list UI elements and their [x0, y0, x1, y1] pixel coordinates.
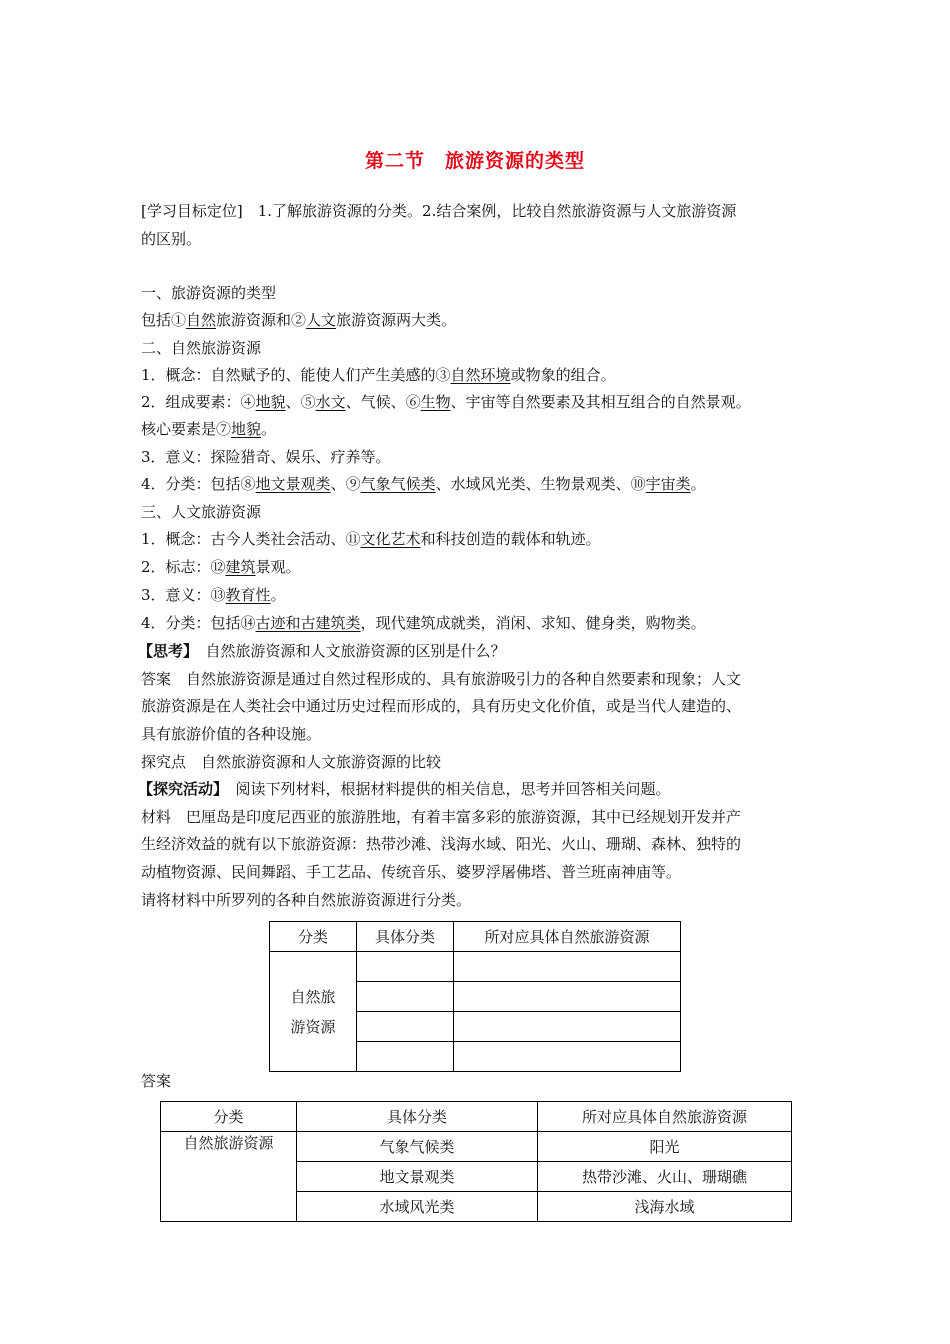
blank-cell — [357, 1012, 454, 1042]
material-line-1: 材料 巴厘岛是印度尼西亚的旅游胜地，有着丰富多彩的旅游资源，其中已经规划开发并产 — [141, 808, 742, 826]
table-row — [270, 952, 681, 982]
table-header-cell: 具体分类 — [297, 1102, 538, 1132]
think-answer-line-3: 具有旅游价值的各种设施。 — [141, 725, 322, 743]
text: 景观。 — [255, 558, 301, 576]
text: 、⑨ — [330, 475, 361, 493]
blank-answer: 生物 — [420, 393, 451, 411]
section-1-heading: 一、旅游资源的类型 — [141, 284, 277, 302]
text: 4．分类：包括⑭ — [141, 614, 256, 632]
section-2-core — [141, 419, 276, 439]
text: 4．分类：包括⑧ — [141, 475, 256, 493]
text: 旅游资源两大类。 — [336, 311, 457, 329]
text: 、水域风光类、生物景观类、⑩ — [435, 475, 646, 493]
table-header-cell: 分类 — [161, 1102, 297, 1132]
section-2-concept — [141, 365, 616, 385]
objectives-line-1 — [141, 201, 736, 221]
section-1-line — [141, 310, 456, 330]
think-answer-line-1 — [141, 669, 741, 689]
material-line-2: 生经济效益的就有以下旅游资源：热带沙滩、浅海水域、阳光、火山、珊瑚、森林、独特的 — [141, 835, 742, 853]
text: 核心要素是⑦ — [141, 420, 232, 438]
text: 1．概念：古今人类社会活动、⑪ — [141, 530, 361, 548]
text: 。 — [690, 475, 706, 493]
text: 或物象的组合。 — [510, 366, 616, 384]
section-2-heading: 二、自然旅游资源 — [141, 339, 262, 357]
think-label: 【思考】 — [138, 642, 191, 660]
row-label-line: 游资源 — [290, 1017, 336, 1036]
section-3-meaning — [141, 585, 286, 605]
blank-answer: 地貌 — [231, 420, 262, 438]
objectives-line-2: 的区别。 — [141, 230, 202, 248]
text: 、气候、⑥ — [345, 393, 421, 411]
section-3-classes — [141, 613, 706, 633]
table-cell: 气象气候类 — [297, 1132, 538, 1162]
table-header-cell: 具体分类 — [357, 922, 454, 952]
section-3-heading: 三、人文旅游资源 — [141, 503, 262, 521]
blank-cell — [357, 952, 454, 982]
blank-answer: 地文景观类 — [255, 475, 331, 493]
section-3-concept — [141, 529, 601, 549]
text: 。 — [261, 420, 277, 438]
text: 3．意义：⑬ — [141, 586, 226, 604]
text: 自然旅游资源和人文旅游资源的区别是什么？ — [190, 642, 506, 660]
section-2-elements — [141, 392, 751, 412]
table-header-row — [161, 1102, 792, 1132]
row-label-cell — [270, 952, 357, 1072]
objectives-label: [学习目标定位] — [141, 202, 243, 220]
table-row — [161, 1132, 792, 1162]
task-line: 请将材料中所罗列的各种自然旅游资源进行分类。 — [141, 891, 472, 909]
blank-answer: 地貌 — [255, 393, 286, 411]
table-header-cell: 分类 — [270, 922, 357, 952]
blank-cell — [454, 952, 681, 982]
text: 。 — [270, 586, 286, 604]
table-header-cell: 所对应具体自然旅游资源 — [454, 922, 681, 952]
blank-cell — [454, 1042, 681, 1072]
blank-answer: 自然 — [186, 311, 217, 329]
blank-answer: 宇宙类 — [645, 475, 691, 493]
table-cell: 热带沙滩、火山、珊瑚礁 — [538, 1162, 792, 1192]
table-cell: 地文景观类 — [297, 1162, 538, 1192]
table-cell: 水域风光类 — [297, 1192, 538, 1222]
table-cell: 浅海水域 — [538, 1192, 792, 1222]
answer-label: 答案 — [141, 1072, 172, 1090]
blank-answer: 水文 — [315, 393, 346, 411]
row-label-line: 自然旅 — [290, 987, 336, 1006]
answer-table — [160, 1101, 792, 1222]
text: 、宇宙等自然要素及其相互组合的自然景观。 — [450, 393, 751, 411]
blank-answer: 教育性 — [225, 586, 271, 604]
text: 、⑤ — [285, 393, 316, 411]
text: 1．概念：自然赋予的、能使人们产生美感的③ — [141, 366, 451, 384]
blank-cell — [357, 1042, 454, 1072]
blank-answer: 文化艺术 — [360, 530, 421, 548]
think-question — [138, 641, 506, 661]
blank-answer: 人文 — [306, 311, 337, 329]
objectives-text: 1.了解旅游资源的分类。2.结合案例，比较自然旅游资源与人文旅游资源 — [242, 202, 737, 220]
text: 2．标志：⑫ — [141, 558, 226, 576]
activity-label: 【探究活动】 — [138, 780, 221, 798]
blank-cell — [454, 982, 681, 1012]
text: 包括① — [141, 311, 187, 329]
explore-point: 探究点 自然旅游资源和人文旅游资源的比较 — [141, 753, 442, 771]
text: 2．组成要素：④ — [141, 393, 256, 411]
question-table — [269, 921, 681, 1072]
table-header-row — [270, 922, 681, 952]
blank-cell — [454, 1012, 681, 1042]
think-answer-line-2: 旅游资源是在人类社会中通过历史过程而形成的，具有历史文化价值，或是当代人建造的、 — [141, 697, 742, 715]
material-line-3: 动植物资源、民间舞蹈、手工艺品、传统音乐、婆罗浮屠佛塔、普兰班南神庙等。 — [141, 863, 682, 881]
table-header-cell: 所对应具体自然旅游资源 — [538, 1102, 792, 1132]
text: 阅读下列材料，根据材料提供的相关信息，思考并回答相关问题。 — [220, 780, 671, 798]
blank-answer: 自然环境 — [450, 366, 511, 384]
section-2-classes — [141, 474, 706, 494]
text: 自然旅游资源是通过自然过程形成的、具有旅游吸引力的各种自然要素和现象；人文 — [171, 670, 742, 688]
blank-answer: 建筑 — [225, 558, 256, 576]
answer-label: 答案 — [141, 670, 172, 688]
text: 旅游资源和② — [216, 311, 307, 329]
section-3-symbol — [141, 557, 301, 577]
section-2-meaning: 3．意义：探险猎奇、娱乐、疗养等。 — [141, 448, 391, 466]
blank-answer: 古迹和古建筑类 — [255, 614, 361, 632]
text: 和科技创造的载体和轨迹。 — [420, 530, 601, 548]
row-label-cell: 自然旅游资源 — [161, 1132, 297, 1222]
table-cell: 阳光 — [538, 1132, 792, 1162]
text: ，现代建筑成就类，消闲、求知、健身类，购物类。 — [360, 614, 706, 632]
explore-activity — [138, 779, 671, 799]
blank-answer: 气象气候类 — [360, 475, 436, 493]
blank-cell — [357, 982, 454, 1012]
page-title: 第二节 旅游资源的类型 — [364, 150, 585, 172]
